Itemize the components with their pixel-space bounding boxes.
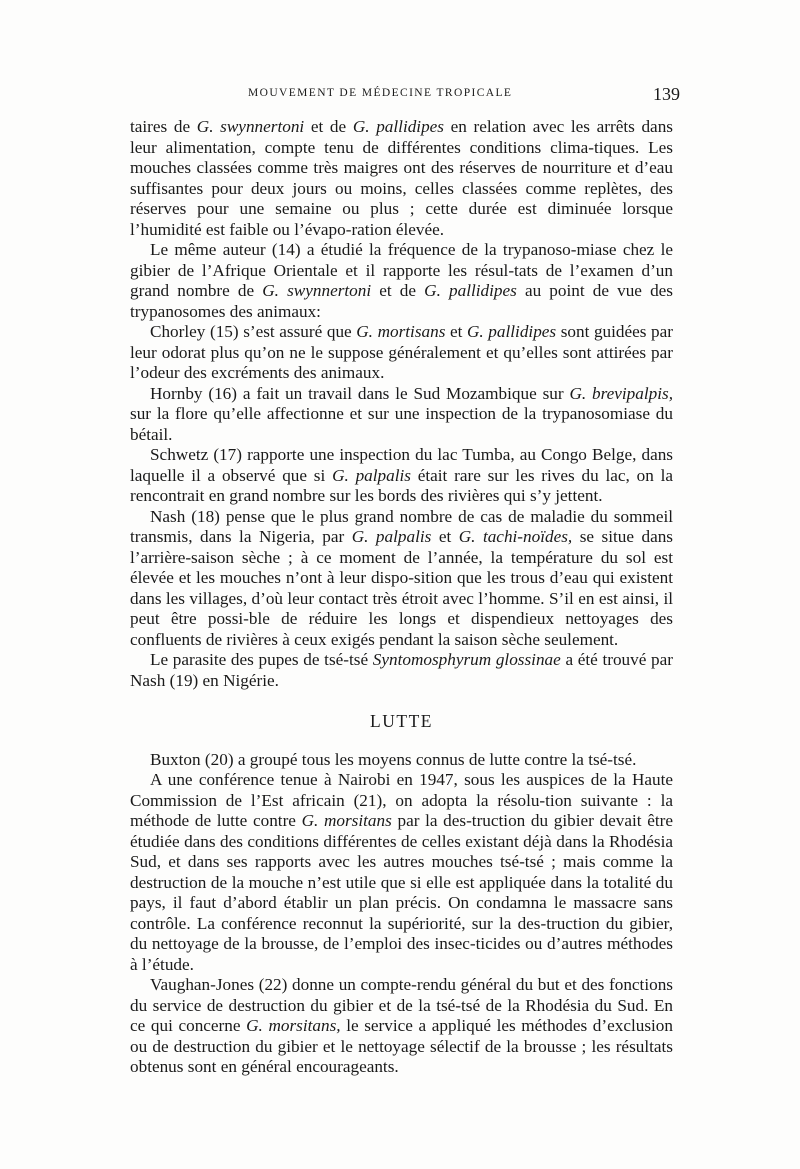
paragraph: [130, 240, 673, 322]
page-number: 139: [653, 84, 680, 104]
text-run: et de: [304, 117, 353, 136]
text-run: en relation avec les arrêts dans leur alimentation, compte tenu de différentes conditions clima-tiques. Les mouches classées comme très maigres ont des réserves de nourriture et d’eau suffisantes pour deux jours ou moins, celles classées comme replètes, des réserves pour une semaine ou plus ; cette durée est diminuée lorsque l’humidité est faible ou l’évapo-ration élevée.: [130, 117, 673, 239]
text-run: Chorley (15) s’est assuré que: [150, 322, 357, 341]
text-run: était rare sur les rives du lac, on la rencontrait en grand nombre sur les bords des rivières qui s’y jettent.: [130, 465, 673, 505]
italic-text: G. palpalis: [351, 527, 432, 546]
italic-text: G. brevipalpis,: [569, 383, 673, 403]
text-run: Vaughan-Jones (22) donne un compte-rendu général du but et des fonctions du service de destruction du gibier et de la tsé-tsé de la Rhodésia du Sud. En ce qui concerne: [130, 975, 673, 1035]
text-run: a été trouvé par Nash (19) en Nigérie.: [130, 650, 673, 690]
running-header: [130, 84, 680, 108]
text-run: et: [431, 527, 459, 546]
body-text: [130, 117, 673, 1078]
italic-text: G. pallidipes: [424, 281, 517, 300]
italic-text: G. swynnertoni: [262, 281, 372, 300]
text-run: au point de vue des trypanosomes des animaux:: [130, 281, 673, 321]
text-run: Le même auteur (14) a étudié la fréquence de la trypanoso-miase chez le gibier de l’Afrique Orientale et il rapporte les résul-tats de l’examen d’un grand nombre de: [130, 240, 673, 300]
section-heading: [130, 711, 673, 732]
italic-text: Syntomosphyrum glossinae: [372, 650, 561, 669]
text-run: et: [445, 322, 467, 341]
text-run: sur la flore qu’elle affectionne et sur une inspection de la trypanosomiase du bétail.: [130, 404, 673, 444]
text-run: par la des-truction du gibier devait être étudiée dans des conditions différentes de celles existant déjà dans la Rhodésia Sud, et dans ses rapports avec les autres mouches tsé-tsé ; mais comme la destruction de la mouche n’est utile que si elle est appliquée dans la totalité du pays, il faut d’abord établir un plan précis. On condamna le massacre sans contrôle. La conférence reconnut la supériorité, sur la des-truction du gibier, du nettoyage de la brousse, de l’emploi des insec-ticides ou d’autres méthodes à l’étude.: [130, 811, 673, 974]
text-run: Hornby (16) a fait un travail dans le Sud Mozambique sur: [150, 383, 570, 403]
running-title: MOUVEMENT DE MÉDECINE TROPICALE: [248, 87, 513, 99]
italic-text: G. morsitans: [301, 811, 392, 830]
paragraph: [130, 650, 673, 691]
paragraph: [130, 750, 673, 771]
text-run: sont guidées par leur odorat plus qu’on ne le suppose généralement et qu’elles sont attirées par l’odeur des excréments des animaux.: [130, 322, 673, 382]
italic-text: G. palpalis: [332, 465, 411, 485]
text-run: Nash (18) pense que le plus grand nombre de cas de maladie du sommeil transmis, dans la Nigeria, par: [130, 506, 673, 546]
italic-text: G. tachi-noïdes,: [458, 527, 573, 546]
text-run: se situe dans l’arrière-saison sèche ; à ce moment de l’année, la température du sol est élevée et les mouches n’ont à leur dispo-sition que les trous d’eau qui existent dans les villages, d’où leur contact très étroit avec l’homme. S’il en est ainsi, il peut être possi-ble de réduire les longs et dispendieux nettoyages des confluents de rivières à ceux exigés pendant la saison sèche seulement.: [130, 527, 673, 649]
paragraph: [130, 770, 673, 975]
italic-text: G. morsitans,: [246, 1016, 341, 1035]
text-run: le service a appliqué les méthodes d’exclusion ou de destruction du gibier et le nettoyage sélectif de la brousse ; les résultats obtenus sont en général encourageants.: [130, 1016, 673, 1076]
text-run: Schwetz (17) rapporte une inspection du lac Tumba, au Congo Belge, dans laquelle il a observé que si: [130, 445, 673, 485]
italic-text: G. pallidipes: [352, 117, 444, 136]
italic-text: G. pallidipes: [467, 322, 557, 341]
italic-text: G. mortisans: [356, 322, 446, 341]
italic-text: G. swynnertoni: [196, 117, 305, 136]
text-run: LUTTE: [370, 711, 433, 731]
paragraph: [130, 117, 673, 240]
paragraph: [130, 384, 673, 446]
text-run: et de: [371, 281, 425, 300]
paragraph: [130, 975, 673, 1078]
paragraph: [130, 445, 673, 507]
paragraph: [130, 507, 673, 651]
text-run: Le parasite des pupes de tsé-tsé: [150, 650, 373, 669]
text-run: A une conférence tenue à Nairobi en 1947, sous les auspices de la Haute Commission de l’Est africain (21), on adopta la résolu-tion suivante : la méthode de lutte contre: [130, 770, 673, 830]
text-run: Buxton (20) a groupé tous les moyens connus de lutte contre la tsé-tsé.: [150, 749, 637, 769]
text-run: taires de: [130, 117, 197, 136]
paragraph: [130, 322, 673, 384]
